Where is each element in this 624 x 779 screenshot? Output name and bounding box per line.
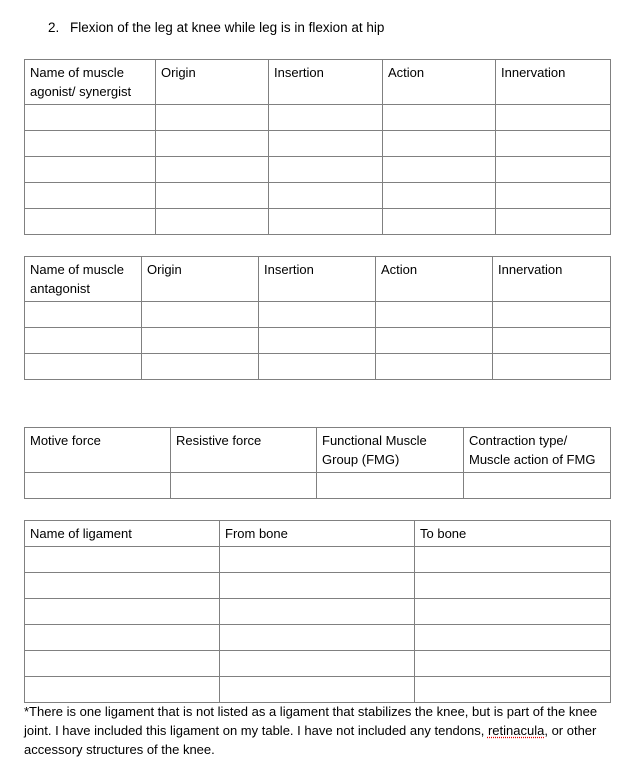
empty-cell[interactable] bbox=[220, 677, 415, 703]
empty-cell[interactable] bbox=[220, 625, 415, 651]
question-heading bbox=[48, 19, 384, 37]
empty-cell[interactable] bbox=[496, 183, 611, 209]
agonist-table bbox=[24, 59, 611, 235]
empty-cell[interactable] bbox=[142, 302, 259, 328]
header-cell: Action bbox=[383, 60, 496, 105]
empty-cell[interactable] bbox=[25, 651, 220, 677]
empty-cell[interactable] bbox=[415, 547, 611, 573]
empty-cell[interactable] bbox=[464, 473, 611, 499]
empty-cell[interactable] bbox=[142, 328, 259, 354]
footnote bbox=[24, 702, 614, 759]
table-row bbox=[25, 105, 611, 131]
header-cell: Origin bbox=[156, 60, 269, 105]
header-cell: Name of ligament bbox=[25, 521, 220, 547]
empty-cell[interactable] bbox=[25, 209, 156, 235]
force-table bbox=[24, 427, 611, 499]
empty-cell[interactable] bbox=[383, 209, 496, 235]
empty-cell[interactable] bbox=[25, 473, 171, 499]
empty-cell[interactable] bbox=[156, 157, 269, 183]
table-row bbox=[25, 131, 611, 157]
empty-cell[interactable] bbox=[25, 573, 220, 599]
empty-cell[interactable] bbox=[269, 183, 383, 209]
table-row bbox=[25, 677, 611, 703]
empty-cell[interactable] bbox=[220, 651, 415, 677]
empty-cell[interactable] bbox=[415, 625, 611, 651]
empty-cell[interactable] bbox=[376, 354, 493, 380]
empty-cell[interactable] bbox=[156, 209, 269, 235]
table-header-row bbox=[25, 428, 611, 473]
empty-cell[interactable] bbox=[496, 157, 611, 183]
empty-cell[interactable] bbox=[496, 105, 611, 131]
header-cell: Motive force bbox=[25, 428, 171, 473]
header-cell: Contraction type/ Muscle action of FMG bbox=[464, 428, 611, 473]
table-row bbox=[25, 209, 611, 235]
footnote-text: *There is one ligament that is not listed as a ligament that stabilizes the knee, but is part of the knee joint. I have included this ligament on my table. I have not included any tendons, bbox=[24, 704, 598, 738]
table-header-row bbox=[25, 60, 611, 105]
empty-cell[interactable] bbox=[25, 599, 220, 625]
header-cell: Origin bbox=[142, 257, 259, 302]
empty-cell[interactable] bbox=[415, 677, 611, 703]
empty-cell[interactable] bbox=[220, 547, 415, 573]
empty-cell[interactable] bbox=[171, 473, 317, 499]
empty-cell[interactable] bbox=[269, 157, 383, 183]
empty-cell[interactable] bbox=[220, 573, 415, 599]
empty-cell[interactable] bbox=[25, 677, 220, 703]
empty-cell[interactable] bbox=[493, 354, 611, 380]
empty-cell[interactable] bbox=[496, 131, 611, 157]
header-cell: Name of muscle antagonist bbox=[25, 257, 142, 302]
empty-cell[interactable] bbox=[415, 573, 611, 599]
empty-cell[interactable] bbox=[25, 354, 142, 380]
empty-cell[interactable] bbox=[376, 302, 493, 328]
header-cell: Functional Muscle Group (FMG) bbox=[317, 428, 464, 473]
table-row bbox=[25, 547, 611, 573]
table-header-row bbox=[25, 521, 611, 547]
empty-cell[interactable] bbox=[317, 473, 464, 499]
footnote-misspelled-word: retinacula bbox=[487, 723, 545, 738]
empty-cell[interactable] bbox=[415, 599, 611, 625]
table-row bbox=[25, 354, 611, 380]
header-cell: Action bbox=[376, 257, 493, 302]
table-row bbox=[25, 183, 611, 209]
empty-cell[interactable] bbox=[25, 625, 220, 651]
table-header-row bbox=[25, 257, 611, 302]
table-row bbox=[25, 651, 611, 677]
question-text: Flexion of the leg at knee while leg is in flexion at hip bbox=[70, 20, 385, 35]
header-cell: Innervation bbox=[493, 257, 611, 302]
empty-cell[interactable] bbox=[156, 183, 269, 209]
question-number: 2. bbox=[48, 20, 60, 35]
empty-cell[interactable] bbox=[269, 105, 383, 131]
empty-cell[interactable] bbox=[25, 131, 156, 157]
empty-cell[interactable] bbox=[383, 131, 496, 157]
header-cell: Insertion bbox=[259, 257, 376, 302]
empty-cell[interactable] bbox=[496, 209, 611, 235]
header-cell: Innervation bbox=[496, 60, 611, 105]
empty-cell[interactable] bbox=[269, 209, 383, 235]
empty-cell[interactable] bbox=[25, 302, 142, 328]
empty-cell[interactable] bbox=[25, 183, 156, 209]
empty-cell[interactable] bbox=[269, 131, 383, 157]
empty-cell[interactable] bbox=[25, 157, 156, 183]
table-row bbox=[25, 157, 611, 183]
table-row bbox=[25, 625, 611, 651]
empty-cell[interactable] bbox=[493, 328, 611, 354]
empty-cell[interactable] bbox=[142, 354, 259, 380]
empty-cell[interactable] bbox=[25, 547, 220, 573]
footnote-end: , or other accessory structures of the knee. bbox=[24, 723, 597, 757]
table-row bbox=[25, 573, 611, 599]
empty-cell[interactable] bbox=[25, 328, 142, 354]
empty-cell[interactable] bbox=[383, 183, 496, 209]
empty-cell[interactable] bbox=[383, 105, 496, 131]
table-row bbox=[25, 473, 611, 499]
table-row bbox=[25, 302, 611, 328]
empty-cell[interactable] bbox=[259, 302, 376, 328]
empty-cell[interactable] bbox=[25, 105, 156, 131]
header-cell: Name of muscle agonist/ synergist bbox=[25, 60, 156, 105]
table-row bbox=[25, 328, 611, 354]
antagonist-table bbox=[24, 256, 611, 380]
empty-cell[interactable] bbox=[376, 328, 493, 354]
empty-cell[interactable] bbox=[220, 599, 415, 625]
empty-cell[interactable] bbox=[259, 354, 376, 380]
empty-cell[interactable] bbox=[493, 302, 611, 328]
empty-cell[interactable] bbox=[259, 328, 376, 354]
empty-cell[interactable] bbox=[383, 157, 496, 183]
header-cell: Insertion bbox=[269, 60, 383, 105]
empty-cell[interactable] bbox=[156, 105, 269, 131]
table-row bbox=[25, 599, 611, 625]
ligament-table bbox=[24, 520, 611, 703]
empty-cell[interactable] bbox=[415, 651, 611, 677]
header-cell: From bone bbox=[220, 521, 415, 547]
header-cell: Resistive force bbox=[171, 428, 317, 473]
header-cell: To bone bbox=[415, 521, 611, 547]
empty-cell[interactable] bbox=[156, 131, 269, 157]
